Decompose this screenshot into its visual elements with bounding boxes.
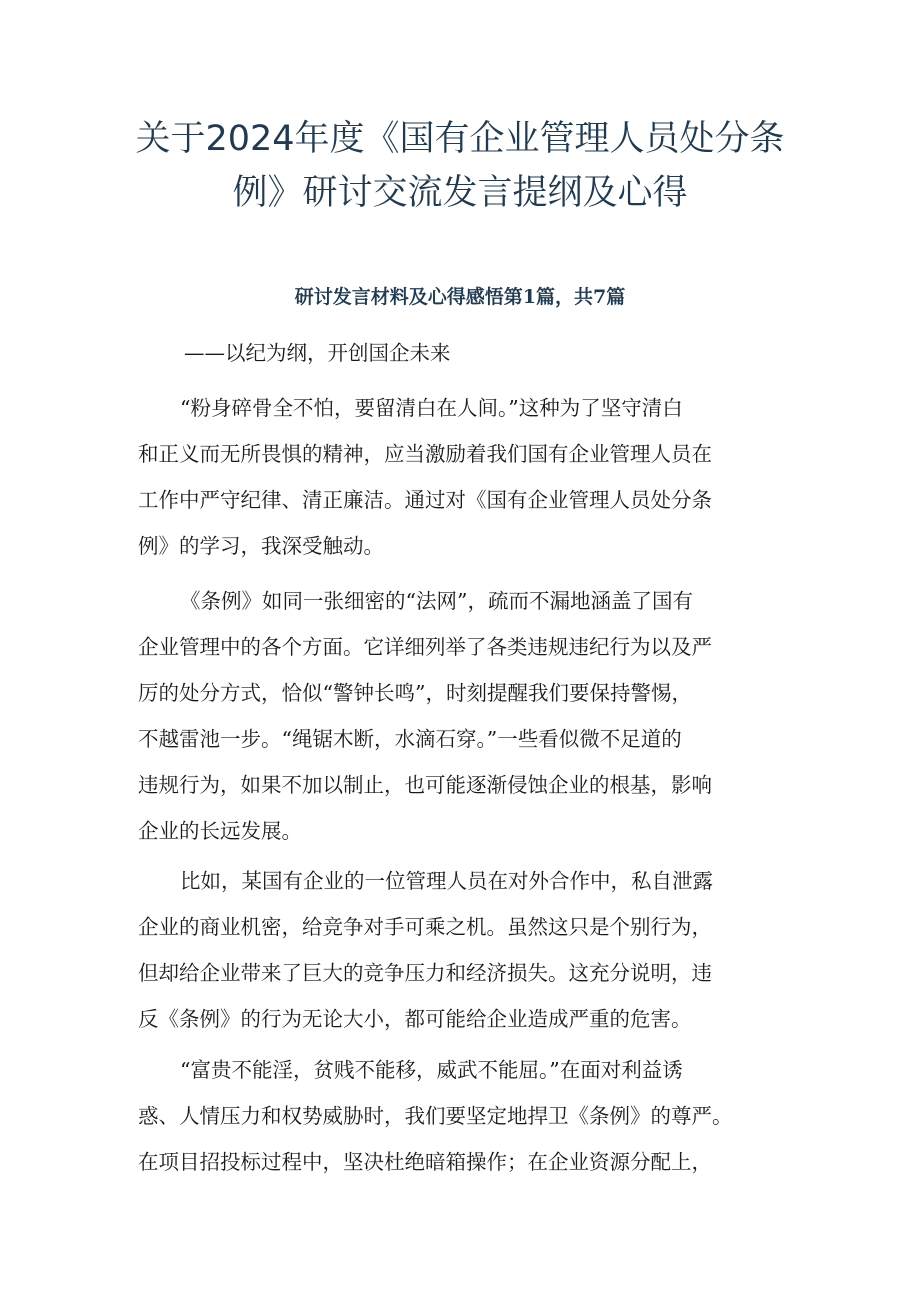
- paragraph-line: 企业的长远发展。: [138, 819, 302, 843]
- paragraph-line: 反《条例》的行为无论大小，都可能给企业造成严重的危害。: [138, 1007, 692, 1031]
- paragraph-2: [138, 578, 798, 854]
- paragraph-line: 企业管理中的各个方面。它详细列举了各类违规违纪行为以及严: [138, 635, 712, 659]
- document-title: [100, 112, 820, 220]
- title-line-2: 例》研讨交流发言提纲及心得: [232, 173, 688, 213]
- paragraph-3: [138, 858, 798, 1042]
- paragraph-line: 在项目招投标过程中，坚决杜绝暗箱操作；在企业资源分配上，: [138, 1150, 712, 1174]
- paragraph-line: “富贵不能淫，贫贱不能移，威武不能屈。”在面对利益诱: [180, 1058, 683, 1082]
- paragraph-line: 工作中严守纪律、清正廉洁。通过对《国有企业管理人员处分条: [138, 488, 712, 512]
- paragraph-line: “粉身碎骨全不怕，要留清白在人间。”这种为了坚守清白: [180, 396, 683, 420]
- paragraph-line: 但却给企业带来了巨大的竞争压力和经济损失。这充分说明，违: [138, 961, 712, 985]
- paragraph-line: 和正义而无所畏惧的精神，应当激励着我们国有企业管理人员在: [138, 442, 712, 466]
- paragraph-4: [138, 1047, 798, 1185]
- paragraph-line: 违规行为，如果不加以制止，也可能逐渐侵蚀企业的根基，影响: [138, 773, 712, 797]
- paragraph-line: 《条例》如同一张细密的“法网”，疏而不漏地涵盖了国有: [180, 589, 693, 613]
- epigraph-block: [138, 330, 798, 376]
- paragraph-line: 不越雷池一步。“绳锯木断，水滴石穿。”一些看似微不足道的: [138, 727, 682, 751]
- section-heading: 研讨发言材料及心得感悟第1篇，共7篇: [294, 286, 626, 308]
- epigraph: ——以纪为纲，开创国企未来: [184, 341, 451, 365]
- paragraph-1: [138, 385, 798, 569]
- title-line-1: 关于2024年度《国有企业管理人员处分条: [135, 119, 785, 159]
- paragraph-line: 企业的商业机密，给竞争对手可乘之机。虽然这只是个别行为，: [138, 915, 712, 939]
- paragraph-line: 惑、人情压力和权势威胁时，我们要坚定地捍卫《条例》的尊严。: [138, 1104, 733, 1128]
- paragraph-line: 厉的处分方式，恰似“警钟长鸣”，时刻提醒我们要保持警惕，: [138, 681, 692, 705]
- paragraph-line: 比如，某国有企业的一位管理人员在对外合作中，私自泄露: [180, 869, 713, 893]
- paragraph-line: 例》的学习，我深受触动。: [138, 534, 384, 558]
